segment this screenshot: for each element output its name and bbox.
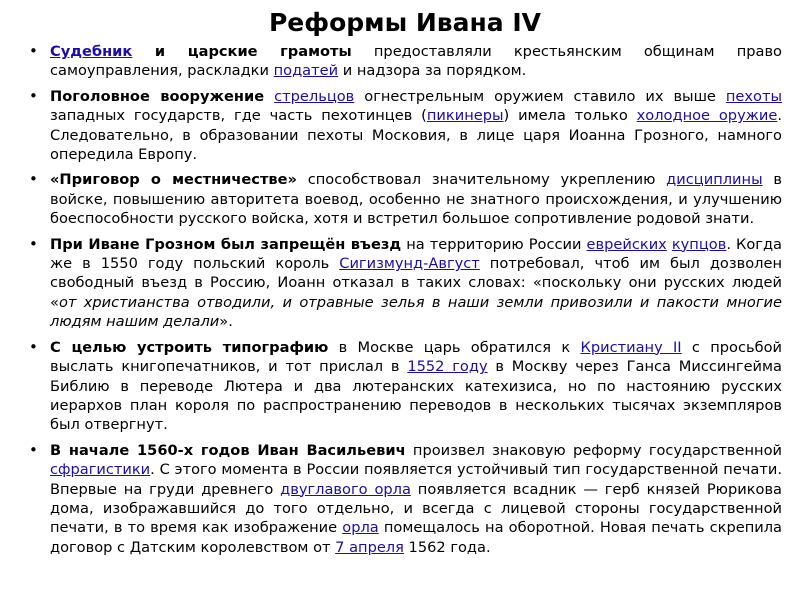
bullet-item	[28, 42, 782, 81]
text-run: 1562 года.	[403, 538, 491, 556]
text-run: в Москву через Ганса Миссингейма Библию в переводе Лютера и два лютеранских катехизиса, но по настоянию русских иерархов план короля по распространению переводов в нескольких тысячах экземпляров был отвергнут.	[50, 358, 782, 434]
text-run: С целью устроить типографию	[50, 338, 329, 356]
bullet-dot-icon: •	[29, 440, 38, 459]
text-run: ».	[219, 313, 233, 331]
hyperlink[interactable]: стрельцов	[274, 87, 355, 105]
text-run: произвел знаковую реформу государственной	[405, 441, 782, 459]
hyperlink[interactable]: Судебник	[50, 43, 133, 60]
text-run: . Следовательно, в образовании пехоты Московия, в лице царя Иоанна Грозного, намного опередила Европу.	[50, 107, 782, 164]
page-title: Реформы Ивана IV	[268, 8, 541, 37]
text-run: Поголовное вооружение	[50, 87, 265, 105]
hyperlink[interactable]: податей	[273, 62, 339, 80]
text-run: «Приговор о местничестве»	[50, 171, 297, 189]
bullet-dot-icon: •	[29, 86, 38, 105]
text-run: При Иване Грозном был запрещён въезд	[50, 235, 402, 253]
text-run	[264, 88, 274, 105]
text-run: огнестрельным оружием ставило их выше	[354, 87, 726, 105]
hyperlink[interactable]: еврейских	[586, 235, 667, 253]
text-run: с просьбой выслать книгопечатников, и тот прислал в	[50, 338, 782, 376]
text-run: . С этого момента в России появляется устойчивый тип государственной печати. Впервые на груди древнего	[50, 461, 782, 498]
hyperlink[interactable]: пехоты	[725, 87, 782, 105]
text-run: ) имела только	[503, 107, 637, 125]
text-run: на территорию России	[401, 235, 587, 253]
bullet-item	[28, 441, 782, 557]
hyperlink[interactable]: Кристиану II	[580, 338, 682, 356]
bullet-item	[28, 235, 782, 332]
text-run: и надзора за порядком.	[338, 62, 527, 80]
hyperlink[interactable]: Сигизмунд-Август	[339, 255, 480, 273]
text-run: помещалось на оборотной. Новая печать скрепила договор с Датским королевством от	[50, 519, 782, 556]
hyperlink[interactable]: 7 апреля	[335, 538, 404, 556]
bullet-item	[28, 170, 782, 228]
hyperlink[interactable]: пикинеры	[426, 107, 504, 125]
hyperlink[interactable]: орла	[342, 519, 379, 537]
hyperlink[interactable]: сфрагистики	[50, 461, 151, 479]
text-run: В начале 1560-х годов Иван Васильевич	[50, 441, 406, 459]
text-run: . Когда же в 1550 году польский король	[50, 235, 782, 273]
hyperlink[interactable]: двуглавого орла	[280, 480, 411, 498]
text-run: от христианства отводили, и отравные зелья в наши земли привозили и пакости многие людям нашим делали	[50, 293, 782, 331]
text-run: и царские грамоты	[132, 43, 352, 60]
hyperlink[interactable]: купцов	[671, 235, 727, 253]
text-run: способствовал значительному укреплению	[296, 171, 667, 189]
text-run: предоставляли крестьянским общинам право самоуправления, раскладки	[50, 43, 782, 80]
hyperlink[interactable]: холодное оружие	[636, 107, 778, 125]
bullet-dot-icon: •	[29, 42, 38, 60]
bullet-dot-icon: •	[29, 234, 38, 253]
text-run: в войске, повышению авторитета воевод, особенно не знатного происхождения, и улучшению боеспособности русского войска, хотя и встретил большое сопротивление родовой знати.	[50, 171, 782, 228]
hyperlink[interactable]: дисциплины	[666, 171, 763, 189]
hyperlink[interactable]: 1552 году	[407, 358, 488, 376]
text-run: в Москве царь обратился к	[328, 338, 581, 356]
bullet-list	[28, 42, 782, 557]
text-run: появляется всадник — герб князей Рюрикова дома, изображавшийся до того отдельно, и всегда с лицевой стороны государственной печати, в то время как изображение	[50, 480, 782, 537]
bullet-dot-icon: •	[29, 337, 38, 356]
bullet-item	[28, 338, 782, 435]
bullet-item	[28, 87, 782, 165]
bullet-dot-icon: •	[29, 170, 38, 189]
text-run: потребовал, чтоб им был дозволен свободный въезд в Россию, Иоанн отказал в таких словах: «поскольку они русских людей «	[50, 255, 782, 311]
text-run: западных государств, где часть пехотинцев (	[50, 107, 427, 125]
